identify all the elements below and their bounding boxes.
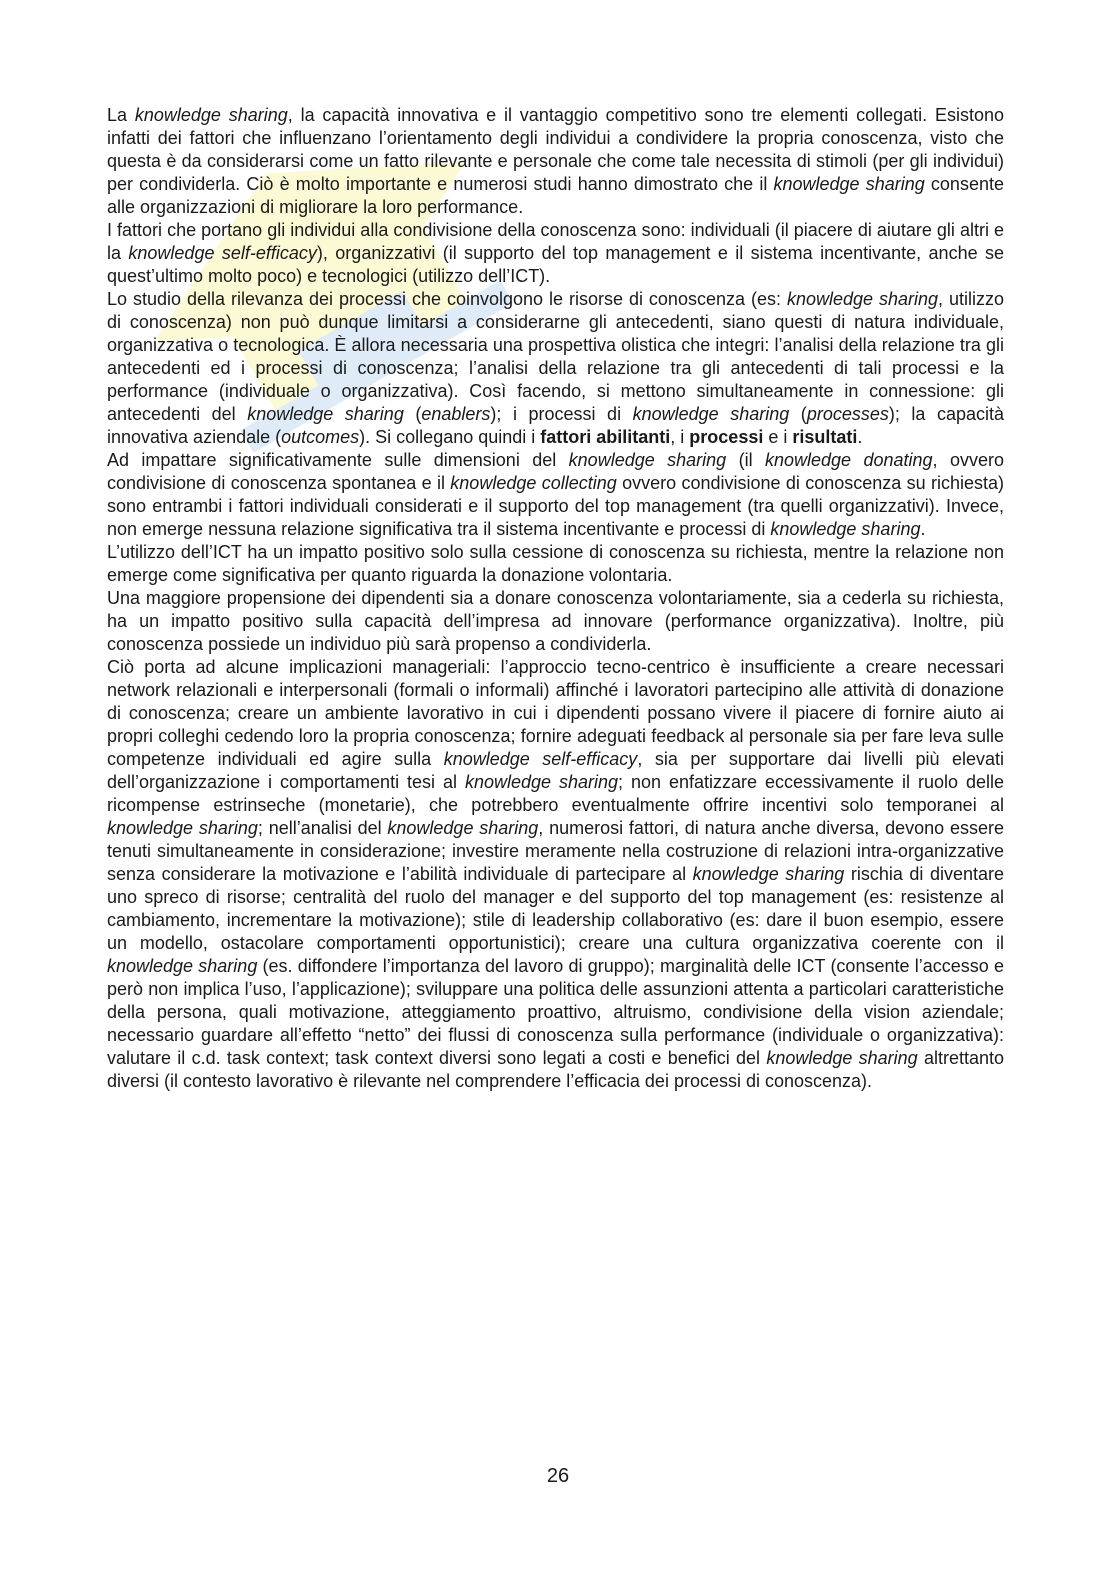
text-run: , ovvero condivisione di conoscenza spontanea e il <box>107 450 1004 493</box>
text-run: , i <box>670 427 690 447</box>
text-run: ( <box>789 404 807 424</box>
text-run: Lo studio della rilevanza dei processi che coinvolgono le risorse di conoscenza (es: <box>107 289 787 309</box>
paragraph <box>107 449 1004 541</box>
text-run: , la capacità innovativa e il vantaggio competitivo sono tre elementi collegati. Esistono infatti dei fattori che influenzano l’orientamento degli individui a condividere la propria conoscenza, visto che questa è da considerarsi come un fatto rilevante e personale che come tale necessita di stimoli (per gli individui) per condividerla. Ciò è molto importante e numerosi studi hanno dimostrato che il <box>107 105 1004 194</box>
bold-term: fattori abilitanti <box>540 427 671 447</box>
paragraph <box>107 219 1004 288</box>
text-run: , utilizzo di conoscenza) non può dunque limitarsi a considerarne gli antecedenti, siano questi di natura individuale, organizzativa o tecnologica. È allora necessaria una prospettiva olistica che integri: l’analisi della relazione tra gli antecedenti ed i processi di conoscenza; l’analisi della relazione tra gli antecedenti di tali processi e la performance (individuale o organizzativa). Così facendo, si mettono simultaneamente in connessione: gli antecedenti del <box>107 289 1005 424</box>
text-run: . <box>920 519 926 539</box>
paragraph <box>107 587 1004 656</box>
italic-term: knowledge sharing <box>107 956 258 976</box>
text-run: . <box>857 427 863 447</box>
text-run: ), organizzativi (il supporto del top management e il sistema incentivante, anche se quest’ultimo molto poco) e tecnologici (utilizzo dell’ICT). <box>107 243 1004 286</box>
italic-term: processes <box>806 404 889 424</box>
italic-term: knowledge sharing <box>387 818 539 838</box>
text-run: ovvero condivisione di conoscenza su richiesta) sono entrambi i fattori individuali considerati e il supporto del top management (tra quelli organizzativi). Invece, non emerge nessuna relazione significativa tra il sistema incentivante e processi di <box>107 473 1005 539</box>
text-run: Una maggiore propensione dei dipendenti sia a donare conoscenza volontariamente, sia a cederla su richiesta, ha un impatto positivo sulla capacità dell’impresa ad innovare (performance organizzativa). Inoltre, più conoscenza possiede un individuo più sarà propenso a condividerla. <box>107 588 1004 654</box>
text-run: (il <box>726 450 765 470</box>
italic-term: knowledge sharing <box>134 105 288 125</box>
paragraph <box>107 656 1004 1093</box>
italic-term: knowledge sharing <box>464 772 619 792</box>
italic-term: knowledge collecting <box>450 473 617 493</box>
italic-term: outcomes <box>281 427 360 447</box>
text-run: Ad impattare significativamente sulle dimensioni del <box>107 450 569 470</box>
paragraph <box>107 288 1004 449</box>
text-run: ; non enfatizzare eccessivamente il ruolo delle ricompense estrinseche (monetarie), che potrebbero eventualmente offrire incentivi solo temporanei al <box>107 772 1004 815</box>
text-run: ); i processi di <box>490 404 633 424</box>
text-run: (es. diffondere l’importanza del lavoro di gruppo); marginalità delle ICT (consente l’accesso e però non implica l’uso, l’applicazione); sviluppare una politica delle assunzioni attenta a particolari caratteristiche della persona, quali motivazione, atteggiamento proattivo, altruismo, condivisione della vision aziendale; necessario guardare all’effetto “netto” dei flussi di conoscenza sulla performance (individuale o organizzativa): valutare il c.d. task context; task context diversi sono legati a costi e benefici del <box>107 956 1004 1068</box>
page-body <box>107 104 1004 1093</box>
italic-term: knowledge sharing <box>107 818 258 838</box>
text-run: rischia di diventare uno spreco di risorse; centralità del ruolo del manager e del supporto del top management (es: resistenze al cambiamento, incrementare la motivazione); stile di leadership collaborativo (es: dare il buon esempio, essere un modello, ostacolare comportamenti opportunistici); creare una cultura organizzativa coerente con il <box>107 864 1004 953</box>
text-run: e i <box>763 427 793 447</box>
italic-term: knowledge sharing <box>766 1048 918 1068</box>
bold-term: processi <box>689 427 764 447</box>
text-run: L’utilizzo dell’ICT ha un impatto positivo solo sulla cessione di conoscenza su richiesta, mentre la relazione non emerge come significativa per quanto riguarda la donazione volontaria. <box>107 542 1004 585</box>
italic-term: knowledge sharing <box>692 864 845 884</box>
paragraph <box>107 104 1004 219</box>
text-run: ). Si collegano quindi i <box>359 427 541 447</box>
italic-term: knowledge self-efficacy <box>128 243 317 263</box>
text-run: altrettanto diversi (il contesto lavorativo è rilevante nel comprendere l’efficacia dei processi di conoscenza). <box>107 1048 1005 1091</box>
text-run: ); la capacità innovativa aziendale ( <box>107 404 1004 447</box>
italic-term: knowledge sharing <box>786 289 939 309</box>
page-number: 26 <box>546 1465 570 1487</box>
italic-term: knowledge self-efficacy <box>443 749 638 769</box>
italic-term: knowledge sharing <box>770 519 921 539</box>
italic-term: enablers <box>421 404 491 424</box>
bold-term: risultati <box>792 427 858 447</box>
text-run: ( <box>403 404 422 424</box>
italic-term: knowledge sharing <box>247 404 404 424</box>
text-run: consente alle organizzazioni di migliorare la loro performance. <box>107 174 1004 217</box>
italic-term: knowledge donating <box>765 450 933 470</box>
text-run: Ciò porta ad alcune implicazioni manageriali: l’approccio tecno-centrico è insufficiente a creare necessari network relazionali e interpersonali (formali o informali) affinché i lavoratori partecipino alle attività di donazione di conoscenza; creare un ambiente lavorativo in cui i dipendenti possano vivere il piacere di fornire aiuto ai propri colleghi cedendo loro la propria conoscenza; fornire adeguati feedback al personale sia per fare leva sulle competenze individuali ed agire sulla <box>107 657 1004 769</box>
italic-term: knowledge sharing <box>568 450 727 470</box>
text-run: ; nell’analisi del <box>257 818 388 838</box>
italic-term: knowledge sharing <box>773 174 925 194</box>
italic-term: knowledge sharing <box>632 404 790 424</box>
text-run: I fattori che portano gli individui alla condivisione della conoscenza sono: individuali (il piacere di aiutare gli altri e la <box>107 220 1004 263</box>
text-run: La <box>107 105 135 125</box>
text-run: , sia per supportare dai livelli più elevati dell’organizzazione i comportamenti tesi al <box>107 749 1005 792</box>
text-run: , numerosi fattori, di natura anche diversa, devono essere tenuti simultaneamente in considerazione; investire meramente nella costruzione di relazioni intra-organizzative senza considerare la motivazione e l’abilità individuale di partecipare al <box>107 818 1004 884</box>
paragraph <box>107 541 1004 587</box>
